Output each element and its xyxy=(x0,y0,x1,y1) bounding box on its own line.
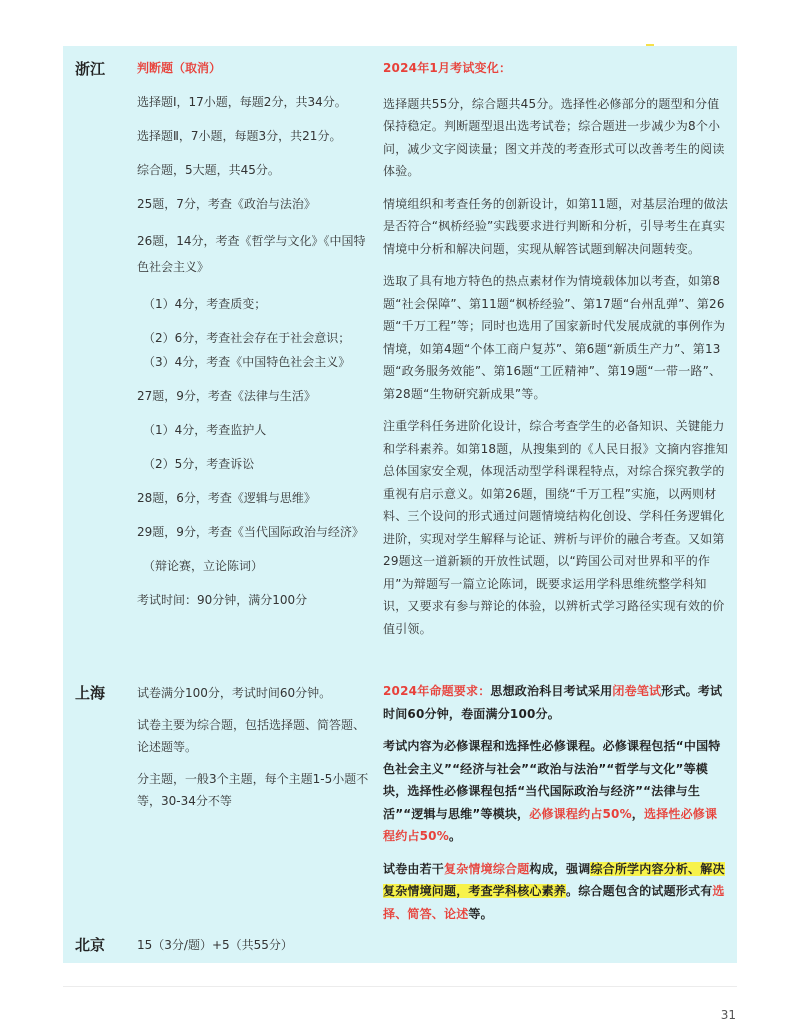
requirement-paragraph xyxy=(383,858,729,926)
highlighted-text: 综合所学内容分析、解决复杂情境问题，考查学科核心素养 xyxy=(383,861,725,898)
detail-line: 试卷满分100分，考试时间60分钟。 xyxy=(137,686,332,700)
detail-line: 考试时间：90分钟，满分100分 xyxy=(137,593,308,607)
zhejiang-details xyxy=(137,58,377,610)
red-emphasis: 选择性必修课程约占50% xyxy=(383,806,718,843)
detail-line: 综合题，5大题，共45分。 xyxy=(137,163,280,177)
shanghai-requirements xyxy=(383,680,729,935)
shanghai-details xyxy=(137,682,373,812)
change-paragraph: 选取了具有地方特色的热点素材作为情境载体加以考查，如第8题“社会保障”、第11题“枫桥经验”、第17题“台州乱弹”、第26题“千万工程”等；同时也选用了国家新时代发展成就的事例作为情境，如第4题“个体工商户复苏”、第6题“新质生产力”、第13题“政务服务效能”、第16题“工匠精神”、第19题“一带一路”、第28题“生物研究新成果”等。 xyxy=(383,274,726,401)
detail-line: （2）5分，考查诉讼 xyxy=(143,457,255,471)
change-paragraph: 注重学科任务进阶化设计，综合考查学生的必备知识、关键能力和学科素养。如第18题，从搜集到的《人民日报》文摘内容推知总体国家安全观，体现活动型学科课程特点，对综合探究教学的重视有启示意义。如第26题，围绕“千万工程”实施，以两则材料、三个设问的形式通过问题情境结构化创设、学科任务逻辑化进阶，实现对学生解释与论证、辨析与评价的融合考查。又如第29题这一道新颖的开放性试题，以“跨国公司对世界和平的作用”为辩题写一篇立论陈词，既要求运用学科思维统整学科知识，又要求有参与辩论的体验，以辨析式学习路径实现有效的价值引领。 xyxy=(383,419,729,636)
text-span: 。综合题包含的试题形式有 xyxy=(566,884,713,898)
text-span: 。 xyxy=(448,829,462,843)
detail-line: 选择题Ⅰ，17小题，每题2分，共34分。 xyxy=(137,95,347,109)
detail-line: 27题，9分，考查《法律与生活》 xyxy=(137,389,316,403)
requirement-paragraph xyxy=(383,680,729,725)
footer-divider xyxy=(63,986,737,987)
zhejiang-col2-heading: 判断题（取消） xyxy=(137,61,222,75)
zhejiang-changes xyxy=(383,57,729,650)
change-paragraph: 情境组织和考查任务的创新设计，如第11题，对基层治理的做法是否符合“枫桥经验”实践要求进行判断和分析，引导考生在真实情境中分析和解决问题，实现从解答试题到解决问题转变。 xyxy=(383,196,729,256)
text-span: 形式。考试时间60分钟，卷面满分100分。 xyxy=(383,684,723,721)
requirement-paragraph xyxy=(383,735,729,848)
change-paragraph: 选择题共55分，综合题共45分。选择性必修部分的题型和分值保持稳定。判断题型退出选考试卷；综合题进一步减少为8个小问，减少文字阅读量；图文并茂的考查形式可以改善考生的阅读体验。 xyxy=(383,96,725,178)
region-label: 上海 xyxy=(75,684,106,702)
detail-line: （1）4分，考查监护人 xyxy=(143,423,267,437)
requirement-label: 2024年命题要求： xyxy=(383,684,491,698)
comparison-table xyxy=(63,46,737,963)
text-span: 等。 xyxy=(468,906,493,921)
beijing-details: 15（3分/题）+5（共55分） xyxy=(137,938,293,952)
region-label: 浙江 xyxy=(75,60,106,78)
detail-line: 26题，14分，考查《哲学与文化》《中国特色社会主义》 xyxy=(137,234,366,274)
detail-line: （1）4分，考查质变； xyxy=(143,297,267,311)
red-emphasis: 闭卷笔试 xyxy=(612,684,662,698)
detail-line: （辩论赛，立论陈词） xyxy=(143,559,264,573)
zhejiang-col3-heading: 2024年1月考试变化： xyxy=(383,61,512,75)
page-number: 31 xyxy=(720,1008,736,1022)
detail-line: 选择题Ⅱ，7小题，每题3分，共21分。 xyxy=(137,129,342,143)
region-label: 北京 xyxy=(75,936,106,954)
text-span: 考试内容为必修课程和选择性必修课程。必修课程包括“中国特色社会主义”“经济与社会”“政治与法治”“哲学与文化”等模块，选择性必修课程包括“当代国际政治与经济”“法律与生活”“逻辑与思维”等模块， xyxy=(383,739,721,821)
detail-line: 28题，6分，考查《逻辑与思维》 xyxy=(137,491,316,505)
text-span: ， xyxy=(631,806,644,821)
detail-line: 试卷主要为综合题，包括选择题、简答题、论述题等。 xyxy=(137,718,366,754)
red-emphasis: 复杂情境综合题 xyxy=(444,861,530,876)
detail-line: （2）6分，考查社会存在于社会意识； xyxy=(143,331,351,345)
text-span: 思想政治科目考试采用 xyxy=(490,684,613,698)
detail-line: 29题，9分，考查《当代国际政治与经济》 xyxy=(137,525,364,539)
red-emphasis: 选择、简答、论述 xyxy=(383,884,725,921)
text-span: 试卷由若干 xyxy=(383,861,445,876)
red-emphasis: 必修课程约占50% xyxy=(529,806,632,821)
detail-line: （3）4分，考查《中国特色社会主义》 xyxy=(143,355,351,369)
detail-line: 分主题，一般3个主题，每个主题1-5小题不等，30-34分不等 xyxy=(137,772,369,808)
detail-line: 25题，7分，考查《政治与法治》 xyxy=(137,197,316,211)
text-span: 构成，强调 xyxy=(529,861,591,876)
